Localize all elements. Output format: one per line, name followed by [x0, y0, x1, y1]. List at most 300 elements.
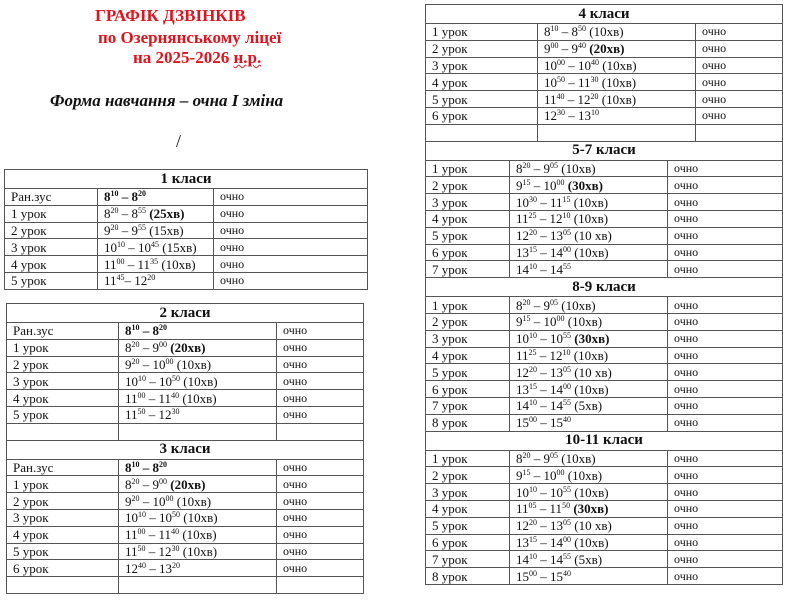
time-h1: 8	[516, 450, 523, 466]
break-duration: (10хв)	[561, 297, 596, 313]
table-row	[7, 526, 364, 543]
lesson-time	[510, 177, 668, 194]
lesson-label: 4 урок	[426, 210, 510, 227]
time-h1: 10	[544, 57, 557, 73]
empty-cell	[7, 423, 119, 440]
table-row	[426, 330, 783, 347]
time-m2: 05	[563, 364, 571, 374]
break-duration: (10хв)	[574, 381, 609, 397]
time-range: $10^{10} - 10^{50}$	[125, 510, 180, 526]
lesson-time	[119, 526, 277, 543]
empty-cell	[119, 423, 277, 440]
time-m2: 10	[562, 211, 571, 221]
time-range: $8^{10} - 8^{20}$	[104, 189, 146, 205]
break-duration: (10хв)	[561, 160, 596, 176]
time-m1: 25	[528, 347, 537, 357]
lesson-time	[510, 194, 668, 211]
break-duration: (10 хв)	[574, 364, 612, 380]
time-m1: 40	[138, 560, 146, 570]
lesson-time	[510, 210, 668, 227]
lesson-time	[510, 517, 668, 534]
time-range: $9^{20} - 10^{00}$	[125, 493, 174, 509]
study-mode: очно	[696, 24, 783, 41]
break-duration: (10хв)	[176, 356, 212, 372]
time-h1: 9	[125, 356, 132, 372]
study-mode: очно	[277, 373, 364, 390]
time-range: $11^{45}-$ $12^{20}$	[104, 273, 156, 289]
time-m1: 20	[131, 493, 140, 503]
time-m2: 50	[578, 24, 586, 34]
lesson-label: 1 урок	[7, 339, 119, 356]
time-h1: 9	[516, 467, 523, 483]
table-row	[426, 24, 783, 41]
lesson-label: 4 урок	[7, 390, 119, 407]
time-m2: 00	[159, 476, 167, 486]
time-m1: 10	[529, 331, 537, 341]
time-range: $8^{10} - 8^{50}$	[544, 24, 586, 40]
table-row	[426, 414, 783, 431]
table-row	[426, 364, 783, 381]
study-mode: очно	[277, 493, 364, 510]
time-m1: 15	[522, 177, 531, 187]
table-row	[426, 467, 783, 484]
schedule-table	[6, 303, 364, 441]
lesson-time	[119, 356, 277, 373]
time-h1: 12	[516, 228, 529, 244]
lesson-time	[98, 272, 214, 289]
time-range: $9^{20} - 10^{00}$	[125, 356, 174, 372]
study-mode: очно	[668, 364, 783, 381]
study-mode: очно	[668, 177, 783, 194]
study-mode: очно	[668, 414, 783, 431]
table-header-row	[426, 278, 783, 297]
table-row	[7, 493, 364, 510]
time-h1: 13	[516, 381, 529, 397]
grade-group-title: 8-9 класи	[426, 278, 783, 297]
table-header-row	[7, 304, 364, 323]
lesson-time	[510, 364, 668, 381]
study-mode: очно	[214, 256, 368, 273]
slash-mark: /	[176, 131, 182, 151]
lesson-label: 2 урок	[426, 313, 510, 330]
lesson-label: 3 урок	[426, 484, 510, 501]
table-row	[7, 560, 364, 577]
lesson-time	[510, 297, 668, 314]
break-duration: (10хв)	[601, 74, 637, 90]
time-h2: 12	[549, 211, 563, 227]
time-h2: 10	[159, 373, 172, 389]
lesson-time	[119, 373, 277, 390]
time-range: $8^{20} - 8^{55}$	[104, 206, 146, 222]
time-h1: 8	[125, 340, 132, 356]
time-m1: 10	[117, 239, 125, 249]
study-mode: очно	[668, 517, 783, 534]
time-m1: 20	[131, 356, 140, 366]
time-m2: 30	[590, 74, 599, 84]
time-h1: 13	[516, 244, 529, 260]
time-h2: 10	[152, 493, 166, 509]
break-duration: (5хв)	[574, 551, 603, 567]
schedule-column-right	[425, 5, 783, 585]
table-row	[426, 297, 783, 314]
time-range: $8^{20} - 9^{05}$	[516, 160, 558, 176]
break-duration: (10хв)	[182, 390, 217, 406]
time-m1: 10	[529, 484, 537, 494]
table-row	[7, 339, 364, 356]
time-range: $13^{15} - 14^{00}$	[516, 381, 571, 397]
time-range: $8^{20} - 9^{05}$	[516, 450, 558, 466]
table-row	[426, 160, 783, 177]
lesson-label: 3 урок	[7, 373, 119, 390]
table-row	[5, 189, 368, 206]
lesson-label: Ран.зус	[7, 323, 119, 340]
time-range: $13^{15} - 14^{00}$	[516, 534, 571, 550]
time-h2: 8	[152, 459, 159, 475]
time-h2: 13	[578, 108, 591, 124]
lesson-time	[119, 390, 277, 407]
time-h2: 10	[138, 239, 151, 255]
break-duration: (10хв)	[573, 211, 609, 227]
table-row	[426, 534, 783, 551]
time-h2: 8	[131, 206, 138, 222]
break-duration: (10хв)	[161, 256, 196, 272]
time-m1: 45	[116, 273, 125, 283]
table-row	[426, 244, 783, 261]
break-duration: (10хв)	[589, 24, 624, 40]
time-m1: 20	[110, 222, 119, 232]
lesson-label: 8 урок	[426, 568, 510, 585]
time-h2: 13	[159, 560, 172, 576]
break-duration: (10хв)	[183, 510, 218, 526]
table-row	[426, 517, 783, 534]
lesson-label: 1 урок	[7, 476, 119, 493]
study-mode: очно	[668, 297, 783, 314]
schedule-table	[425, 141, 783, 279]
time-m2: 00	[563, 534, 571, 544]
lesson-time	[510, 551, 668, 568]
time-m2: 05	[550, 160, 558, 170]
time-m1: 25	[528, 211, 537, 221]
time-h2: 11	[137, 256, 151, 272]
time-m2: 10	[591, 108, 599, 118]
time-h1: 12	[544, 108, 557, 124]
table-row	[426, 450, 783, 467]
table-row	[7, 406, 364, 423]
table-row	[426, 57, 783, 74]
time-range: $13^{15} - 14^{00}$	[516, 244, 571, 260]
time-h2: 15	[550, 568, 563, 584]
table-row	[5, 272, 368, 289]
time-m2: 00	[563, 244, 571, 254]
lesson-label: 5 урок	[426, 517, 510, 534]
time-h1: 8	[125, 323, 132, 339]
break-duration: (10хв)	[567, 467, 603, 483]
lesson-time	[119, 459, 277, 476]
time-m1: 00	[529, 568, 537, 578]
table-header-row	[426, 431, 783, 450]
time-h1: 9	[544, 41, 551, 57]
grade-group-title: 4 класи	[426, 5, 783, 24]
time-m1: 30	[529, 194, 537, 204]
break-duration: (5хв)	[574, 398, 603, 414]
study-mode: очно	[696, 91, 783, 108]
schedule-table	[425, 277, 783, 431]
break-duration: (10хв)	[574, 484, 609, 500]
study-mode: очно	[277, 406, 364, 423]
time-h1: 9	[104, 222, 111, 238]
time-m2: 30	[171, 407, 180, 417]
lesson-time	[119, 339, 277, 356]
study-mode: очно	[214, 239, 368, 256]
time-range: $8^{10} - 8^{20}$	[125, 323, 167, 339]
time-range: $9^{15} - 10^{00}$	[516, 314, 565, 330]
break-duration: (20хв)	[170, 340, 206, 356]
time-h2: 10	[543, 314, 557, 330]
time-h2: 12	[577, 91, 591, 107]
lesson-time	[98, 256, 214, 273]
time-m1: 20	[522, 450, 531, 460]
time-h2: 9	[131, 222, 138, 238]
study-mode: очно	[668, 568, 783, 585]
table-row	[7, 476, 364, 493]
time-h2: 12	[134, 273, 148, 289]
time-m1: 10	[529, 261, 537, 271]
break-duration: (10хв)	[182, 527, 217, 543]
lesson-time	[98, 222, 214, 239]
study-mode: очно	[696, 57, 783, 74]
study-mode: очно	[277, 543, 364, 560]
table-row	[7, 373, 364, 390]
study-mode: очно	[696, 107, 783, 124]
grade-group-title: 1 класи	[5, 170, 368, 189]
study-mode: очно	[668, 194, 783, 211]
lesson-label: 6 урок	[426, 107, 538, 124]
break-duration: (10хв)	[183, 373, 218, 389]
time-m1: 40	[556, 91, 565, 101]
time-h1: 11	[516, 211, 529, 227]
time-range: $8^{20} - 9^{00}$	[125, 340, 167, 356]
time-m2: 20	[590, 91, 599, 101]
time-m2: 55	[563, 484, 571, 494]
time-h1: 8	[125, 459, 132, 475]
lesson-time	[538, 40, 696, 57]
time-m1: 10	[138, 510, 146, 520]
time-m1: 15	[529, 381, 537, 391]
time-m1: 30	[557, 108, 565, 118]
time-m1: 00	[529, 415, 537, 425]
lesson-time	[119, 493, 277, 510]
time-m1: 20	[529, 228, 537, 238]
lesson-label: Ран.зус	[5, 189, 98, 206]
table-header-row	[426, 5, 783, 24]
time-h2: 11	[158, 390, 172, 406]
time-range: $11^{00} - 11^{40}$	[125, 527, 180, 543]
lesson-time	[510, 397, 668, 414]
time-m1: 50	[557, 74, 565, 84]
time-h1: 11	[125, 543, 138, 559]
study-mode: очно	[668, 347, 783, 364]
lesson-label: 6 урок	[7, 560, 119, 577]
time-range: $11^{50} - 12^{30}$	[125, 543, 180, 559]
time-m1: 50	[137, 543, 146, 553]
time-range: $14^{10} - 14^{55}$	[516, 261, 571, 277]
grade-group-title: 10-11 класи	[426, 431, 783, 450]
lesson-label: 3 урок	[5, 239, 98, 256]
time-h1: 10	[104, 239, 117, 255]
study-form-subtitle: Форма навчання – очна І зміна	[50, 91, 284, 110]
time-m2: 55	[563, 261, 571, 271]
time-h1: 15	[516, 568, 529, 584]
study-mode: очно	[668, 500, 783, 517]
lesson-time	[510, 381, 668, 398]
empty-cell	[7, 577, 119, 594]
lesson-label: 5 урок	[5, 272, 98, 289]
time-range: $11^{50} - 12^{30}$	[125, 407, 180, 423]
break-duration: (10хв)	[573, 347, 609, 363]
time-h2: 12	[549, 347, 563, 363]
time-range: $9^{00} - 9^{40}$	[544, 41, 586, 57]
time-h1: 10	[516, 331, 529, 347]
time-m1: 10	[131, 459, 140, 469]
break-duration: (15хв)	[162, 239, 197, 255]
time-range: $11^{00} - 11^{40}$	[125, 390, 180, 406]
table-row	[5, 239, 368, 256]
time-h1: 8	[104, 189, 111, 205]
time-m2: 40	[171, 527, 180, 537]
lesson-time	[510, 313, 668, 330]
time-h2: 13	[550, 228, 563, 244]
time-m1: 10	[529, 398, 537, 408]
study-mode: очно	[214, 189, 368, 206]
lesson-label: 3 урок	[426, 57, 538, 74]
time-h2: 13	[550, 518, 563, 534]
study-mode: очно	[668, 484, 783, 501]
lesson-label: 6 урок	[426, 534, 510, 551]
lesson-label: Ран.зус	[7, 459, 119, 476]
break-duration: (10хв)	[573, 194, 609, 210]
lesson-label: 5 урок	[7, 406, 119, 423]
table-row	[426, 194, 783, 211]
break-duration: (30хв)	[573, 501, 609, 517]
document-title-line2: по Озернянському ліцеї	[98, 28, 282, 47]
time-h2: 13	[550, 364, 563, 380]
lesson-time	[98, 239, 214, 256]
table-row	[5, 256, 368, 273]
time-range: $10^{30} - 11^{15}$	[516, 194, 571, 210]
lesson-time	[538, 91, 696, 108]
time-m2: 15	[562, 194, 571, 204]
study-mode: очно	[696, 74, 783, 91]
time-m2: 10	[562, 347, 571, 357]
lesson-time	[510, 160, 668, 177]
time-h1: 11	[544, 91, 557, 107]
time-range: $11^{00} - 11^{35}$	[104, 256, 159, 272]
time-h2: 15	[550, 415, 563, 431]
lesson-label: 3 урок	[426, 330, 510, 347]
time-h2: 12	[158, 407, 172, 423]
time-m2: 00	[556, 314, 565, 324]
time-m1: 10	[131, 323, 140, 333]
empty-cell	[277, 423, 364, 440]
time-range: $10^{10} - 10^{55}$	[516, 331, 571, 347]
break-duration: (10хв)	[574, 534, 609, 550]
time-range: $14^{10} - 14^{55}$	[516, 551, 571, 567]
time-h1: 11	[125, 407, 138, 423]
lesson-label: 5 урок	[426, 91, 538, 108]
study-mode: очно	[696, 40, 783, 57]
lesson-label: 1 урок	[426, 160, 510, 177]
time-range: $9^{15} - 10^{00}$	[516, 177, 565, 193]
lesson-time	[510, 414, 668, 431]
lesson-time	[538, 107, 696, 124]
time-h2: 12	[158, 543, 172, 559]
time-range: $8^{20} - 9^{05}$	[516, 297, 558, 313]
grade-group-title: 5-7 класи	[426, 141, 783, 160]
break-duration: (15хв)	[149, 222, 184, 238]
empty-cell	[696, 124, 783, 141]
lesson-label: 5 урок	[7, 543, 119, 560]
lesson-label: 2 урок	[426, 467, 510, 484]
school-year-abbr: н.р.	[233, 48, 262, 67]
time-h2: 14	[550, 551, 563, 567]
time-m2: 40	[563, 415, 571, 425]
time-range: $12^{20} - 13^{05}$	[516, 364, 571, 380]
lesson-label: 2 урок	[7, 356, 119, 373]
time-m2: 20	[159, 459, 167, 469]
break-duration: (10хв)	[561, 450, 596, 466]
time-range: $11^{25} - 12^{10}$	[516, 347, 571, 363]
time-m1: 20	[131, 340, 140, 350]
time-m1: 15	[529, 244, 537, 254]
lesson-time	[510, 484, 668, 501]
study-mode: очно	[668, 210, 783, 227]
lesson-time	[119, 406, 277, 423]
time-m2: 50	[172, 373, 180, 383]
time-h1: 11	[104, 256, 117, 272]
time-h1: 11	[104, 273, 117, 289]
study-mode: очно	[277, 476, 364, 493]
time-h2: 10	[550, 331, 563, 347]
table-row	[426, 500, 783, 517]
time-h2: 14	[550, 261, 563, 277]
lesson-label: 3 урок	[7, 509, 119, 526]
time-range: $12^{20} - 13^{05}$	[516, 518, 571, 534]
study-mode: очно	[214, 205, 368, 222]
lesson-label: 7 урок	[426, 397, 510, 414]
lesson-label: 7 урок	[426, 551, 510, 568]
time-h1: 14	[516, 398, 529, 414]
break-duration: (25хв)	[149, 206, 185, 222]
study-mode: очно	[668, 330, 783, 347]
time-m2: 40	[591, 57, 599, 67]
break-duration: (20хв)	[170, 476, 206, 492]
empty-cell	[119, 577, 277, 594]
time-h2: 14	[550, 534, 563, 550]
time-m1: 00	[137, 390, 146, 400]
year-text: на 2025-2026	[133, 48, 234, 67]
study-mode: очно	[277, 323, 364, 340]
time-m2: 00	[556, 467, 565, 477]
time-m2: 05	[550, 450, 558, 460]
time-range: $14^{10} - 14^{55}$	[516, 398, 571, 414]
time-range: $8^{20} - 9^{00}$	[125, 476, 167, 492]
document-title: ГРАФІК ДЗВІНКІВ	[95, 6, 246, 25]
lesson-time	[510, 467, 668, 484]
study-mode: очно	[668, 534, 783, 551]
lesson-time	[98, 205, 214, 222]
time-m2: 00	[563, 381, 571, 391]
time-m1: 05	[528, 501, 537, 511]
